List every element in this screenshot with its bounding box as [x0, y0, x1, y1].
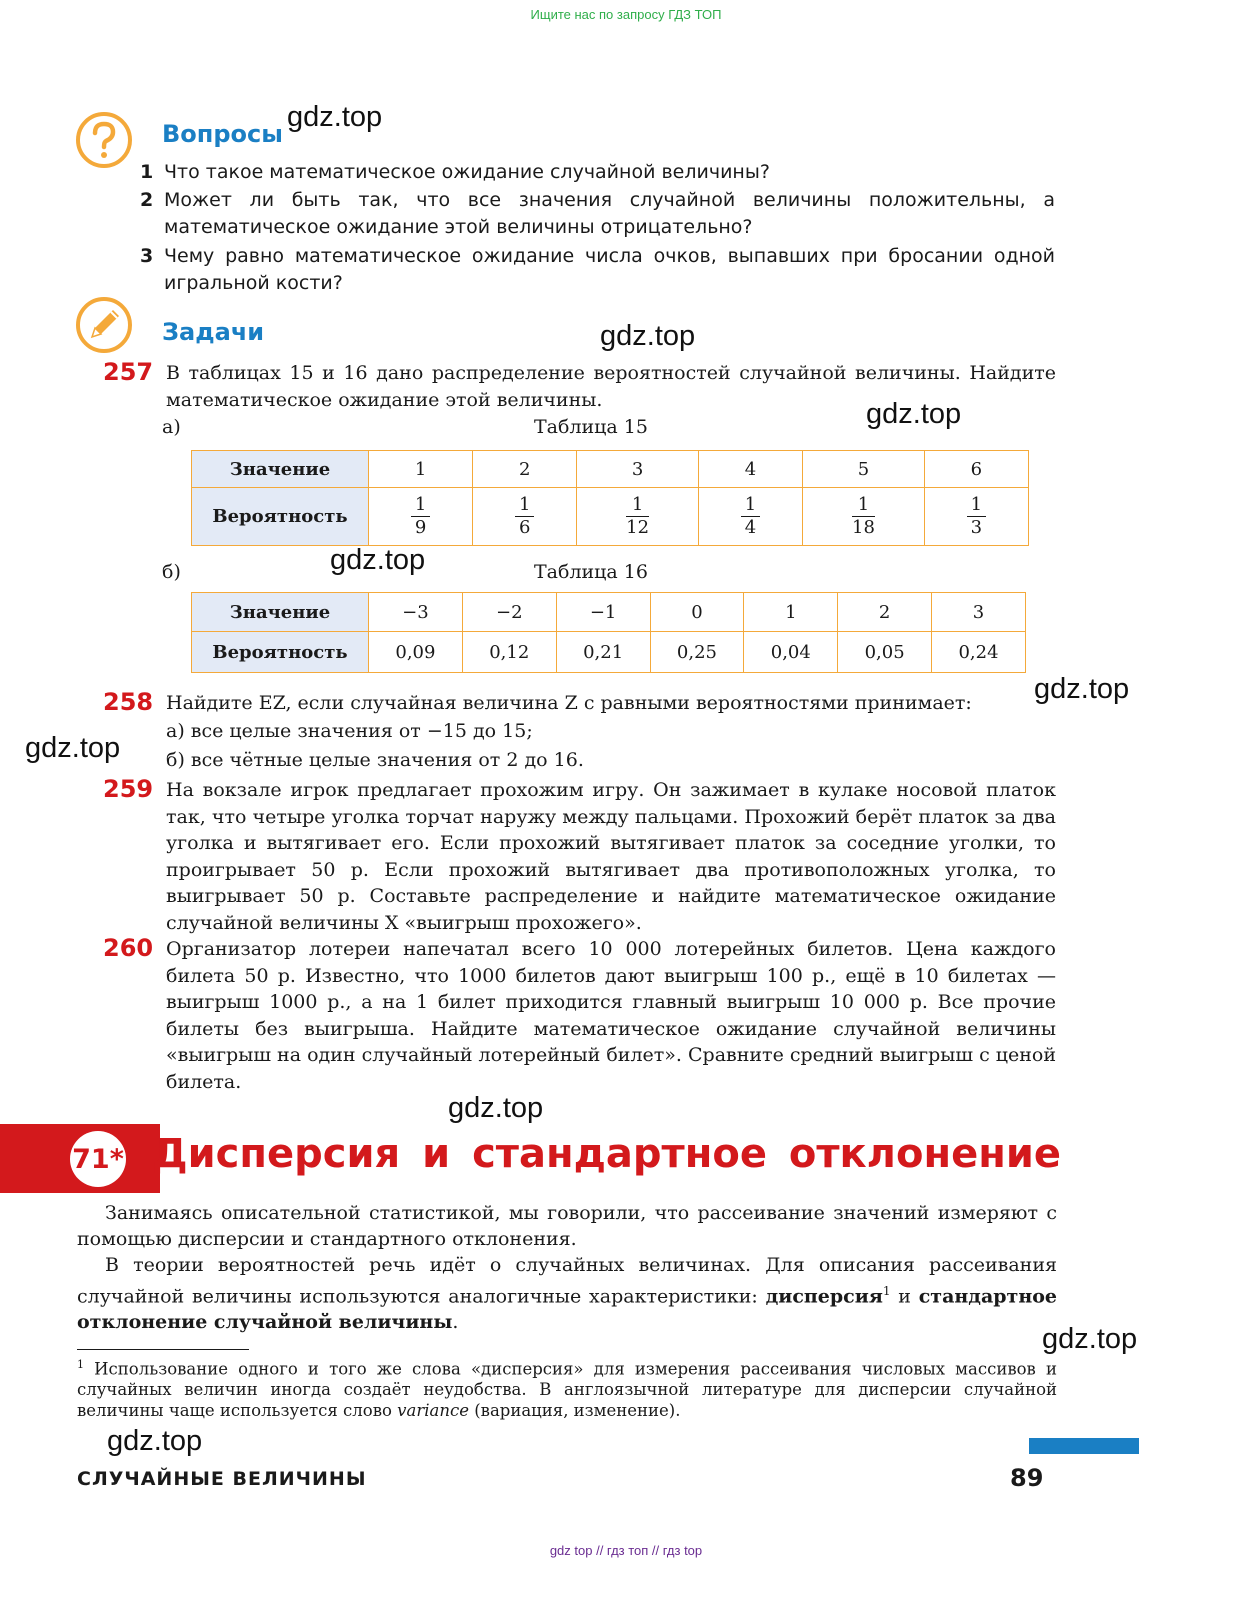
fraction-numerator: 1 [515, 494, 534, 517]
term-dispersion: дисперсия [765, 1285, 883, 1308]
table-16-prob: 0,12 [462, 632, 556, 673]
footnote-mark: 1 [77, 1358, 84, 1371]
table-16-prob: 0,09 [369, 632, 463, 673]
table-15-value: 2 [473, 451, 577, 488]
top-banner: Ищите нас по запросу ГДЗ ТОП [530, 7, 722, 22]
watermark: gdz.top [330, 544, 426, 576]
running-title: СЛУЧАЙНЫЕ ВЕЛИЧИНЫ [77, 1468, 367, 1490]
watermark: gdz.top [25, 732, 121, 764]
bottom-banner: gdz top // гдз топ // гдз top [549, 1543, 703, 1558]
fraction-numerator: 1 [411, 494, 430, 517]
table-15-prob [698, 488, 802, 546]
page-accent-bar [1029, 1438, 1139, 1454]
watermark: gdz.top [600, 320, 696, 352]
task-259-number: 259 [103, 775, 154, 803]
question-1-number: 1 [140, 161, 154, 183]
table-16 [191, 592, 1026, 673]
table-15 [191, 450, 1029, 546]
watermark: gdz.top [866, 398, 962, 430]
task-258-part-a: а) все целые значения от −15 до 15; [166, 720, 533, 742]
table-16-probs-row [192, 632, 1026, 673]
fraction-numerator: 1 [852, 494, 875, 517]
table-15-caption: Таблица 15 [534, 416, 648, 438]
footnote-text-end: (вариация, изменение). [468, 1400, 681, 1420]
watermark: gdz.top [287, 101, 383, 133]
table-15-values-row [192, 451, 1029, 488]
task-259-text: На вокзале игрок предлагает прохожим игру. Он зажимает в кулаке носовой платок так, что четыре уголка торчат наружу между пальцами. Прохожий берёт платок за два уголка и вытягивает его. Если прохожий вытягивает платок за соседние уголки, то проигрывает 50 р. Если прохожий вытягивает два противоположных уголка, то выигрывает 50 р. Составьте распределение и найдите математическое ожидание случайной величины X «выигрыш прохожего». [166, 779, 1056, 934]
task-257-number: 257 [103, 358, 154, 386]
tasks-title: Задачи [162, 318, 265, 346]
table-16-value: −1 [556, 593, 650, 632]
table-16-value: 0 [650, 593, 744, 632]
table-15-row2-label: Вероятность [192, 488, 369, 546]
fraction-denominator: 12 [626, 517, 650, 538]
table-16-caption: Таблица 16 [534, 561, 648, 583]
fraction-denominator: 18 [852, 517, 875, 538]
task-257-text: В таблицах 15 и 16 дано распределение вероятностей случайной величины. Найдите математическое ожидание этой величины. [166, 362, 1056, 411]
table-16-prob: 0,25 [650, 632, 744, 673]
table-16-prob: 0,21 [556, 632, 650, 673]
watermark: gdz.top [448, 1092, 544, 1124]
question-3-text: Чему равно математическое ожидание числа очков, выпавших при бросании одной игральной кости? [164, 245, 1055, 294]
pencil-icon [75, 296, 133, 354]
question-2 [140, 187, 1055, 241]
term-standard-deviation: стандартное отклонение случайной величины [77, 1285, 1057, 1334]
paragraph-2-end: . [452, 1311, 459, 1334]
table-16-row2-label: Вероятность [192, 632, 369, 673]
fraction-denominator: 4 [744, 517, 757, 538]
fraction-denominator: 3 [970, 517, 983, 538]
question-2-number: 2 [140, 189, 154, 211]
paragraph-2-conjunction: и [890, 1285, 919, 1308]
watermark: gdz.top [107, 1425, 203, 1457]
task-258-number: 258 [103, 688, 154, 716]
task-260-text: Организатор лотереи напечатал всего 10 000 лотерейных билетов. Цена каждого билета 50 р. Известно, что 1000 билетов дают выигрыш 100 р., ещё в 10 билетах — выигрыш 1000 р., а на 1 билет приходится главный выигрыш 10 000 р. Все прочие билеты без выигрыша. Найдите математическое ожидание случайной величины «выигрыш на один случайный лотерейный билет». Сравните средний выигрыш с ценой билета. [166, 938, 1056, 1093]
table-15-value: 6 [924, 451, 1028, 488]
table-16-prob: 0,04 [744, 632, 838, 673]
table-15-prob [577, 488, 699, 546]
table-15-prob [369, 488, 473, 546]
footnote-divider [77, 1349, 249, 1350]
table-15-prob [473, 488, 577, 546]
footnote-term: variance [397, 1400, 469, 1420]
part-a-label: а) [162, 416, 181, 438]
fraction-denominator: 6 [518, 517, 531, 538]
question-1 [140, 159, 1055, 186]
table-16-value: −3 [369, 593, 463, 632]
table-15-row1-label: Значение [192, 451, 369, 488]
table-15-value: 5 [803, 451, 925, 488]
table-15-value: 3 [577, 451, 699, 488]
footnote [77, 1355, 1057, 1421]
table-15-prob [924, 488, 1028, 546]
paragraph-2-text: В теории вероятностей речь идёт о случайных величинах. Для описания рассеивания случайной величины используются аналогичные характеристики: [77, 1254, 1057, 1308]
chapter-paragraph-2 [77, 1252, 1057, 1335]
table-16-value: 2 [838, 593, 932, 632]
table-15-probs-row [192, 488, 1029, 546]
task-258-part-b: б) все чётные целые значения от 2 до 16. [166, 749, 584, 771]
chapter-number: 71* [70, 1131, 126, 1187]
watermark: gdz.top [1034, 673, 1130, 705]
fraction-numerator: 1 [626, 494, 649, 517]
question-2-text: Может ли быть так, что все значения случайной величины положительны, а математическое ожидание этой величины отрицательно? [164, 189, 1055, 238]
table-16-value: 1 [744, 593, 838, 632]
footnote-reference: 1 [882, 1284, 891, 1298]
table-16-row1-label: Значение [192, 593, 369, 632]
chapter-paragraph-1: Занимаясь описательной статистикой, мы говорили, что рассеивание значений измеряют с помощью дисперсии и стандартного отклонения. [77, 1202, 1057, 1250]
task-258-intro: Найдите EZ, если случайная величина Z с равными вероятностями принимает: [166, 692, 972, 714]
fraction-numerator: 1 [741, 494, 760, 517]
page-number: 89 [1010, 1464, 1044, 1492]
question-3 [140, 243, 1055, 297]
question-1-text: Что такое математическое ожидание случайной величины? [164, 161, 770, 183]
question-3-number: 3 [140, 245, 154, 267]
fraction-numerator: 1 [967, 494, 986, 517]
table-16-prob: 0,05 [838, 632, 932, 673]
watermark: gdz.top [1042, 1323, 1138, 1355]
footnote-text: Использование одного и того же слова «дисперсия» для измерения рассеивания числовых массивов и случайных величин иногда создаёт неудобства. В англоязычной литературе для дисперсии случайной величины чаще используется слово [77, 1359, 1057, 1420]
table-15-value: 4 [698, 451, 802, 488]
table-16-value: −2 [462, 593, 556, 632]
task-260-number: 260 [103, 934, 154, 962]
table-16-prob: 0,24 [932, 632, 1026, 673]
question-mark-icon [75, 111, 133, 169]
table-16-value: 3 [932, 593, 1026, 632]
chapter-title: Дисперсия и стандартное отклонение [152, 1131, 1062, 1177]
table-15-value: 1 [369, 451, 473, 488]
table-16-values-row [192, 593, 1026, 632]
table-15-prob [803, 488, 925, 546]
fraction-denominator: 9 [414, 517, 427, 538]
part-b-label: б) [162, 561, 181, 583]
questions-title: Вопросы [162, 120, 283, 148]
